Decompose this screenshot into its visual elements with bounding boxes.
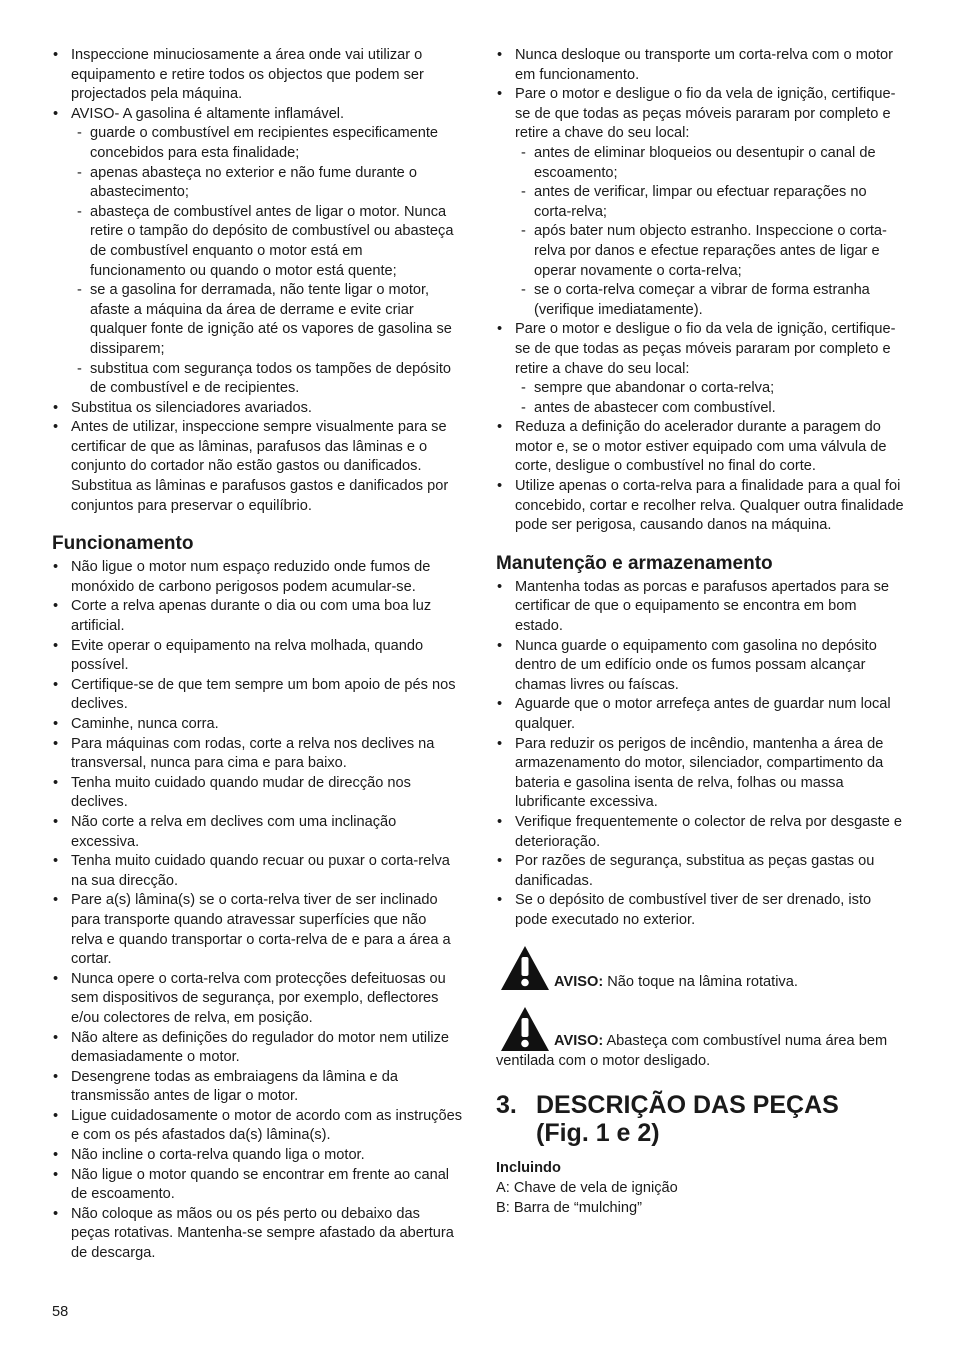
bullet-text: Pare a(s) lâmina(s) se o corta-relva tiver de ser inclinado para transporte quando atravessar superfícies que não relva e quando transportar o corta-relva de e para a área a cortar. (71, 892, 451, 968)
bullet-text: Nunca opere o corta-relva com protecções defeituosas ou sem dispositivos de segurança, por exemplo, deflectores e/ou colectores de relva, em posição. (71, 970, 446, 1026)
bullet-item (52, 774, 462, 813)
bullet-item (52, 715, 462, 735)
bullet-item (52, 105, 462, 399)
bullet-text: Substitua os silenciadores avariados. (71, 399, 312, 416)
warning-block-fuel (496, 1006, 904, 1071)
sub-item: - substitua com segurança todos os tampões de depósito de combustível e de recipientes. (52, 360, 462, 399)
bullet-item (496, 320, 904, 418)
bullet-text: Evite operar o equipamento na relva molhada, quando possível. (71, 637, 424, 674)
bullet-item (496, 85, 904, 320)
including-label: Incluindo (496, 1160, 561, 1177)
bullet-item (496, 695, 904, 734)
bullet-text: Não ligue o motor num espaço reduzido onde fumos de monóxido de carbono perigosos podem acumular-se. (71, 559, 431, 595)
bullet-item (52, 418, 462, 516)
bullet-text: AVISO- A gasolina é altamente inflamável. (71, 105, 345, 122)
bullet-text: Inspeccione minuciosamente a área onde vai utilizar o equipamento e retire todos os objectos que podem ser projectados pela máquina. (71, 47, 424, 103)
bullet-text: Utilize apenas o corta-relva para a finalidade para a qual foi concebido, cortar e recolher relva. Qualquer outra finalidade pode ser perigosa, causando danos na máquina. (515, 478, 904, 534)
section-heading-funcionamento: Funcionamento (52, 533, 194, 555)
bullet-text: Pare o motor e desligue o fio da vela de ignição, certifique-se de que todas as peças móveis pararam por completo e retire a chave do seu local: (515, 321, 896, 377)
bullet-item (52, 676, 462, 715)
bullet-item (52, 637, 462, 676)
bullet-item (52, 1029, 462, 1068)
sub-item: - sempre que abandonar o corta-relva; (496, 379, 904, 399)
warning-triangle-icon (500, 1006, 550, 1052)
bullet-text: Não altere as definições do regulador do motor nem utilize demasiadamente o motor. (71, 1029, 450, 1066)
warning-text-fuel (496, 1006, 904, 1071)
bullet-text: Tenha muito cuidado quando mudar de direcção nos declives. (71, 774, 411, 811)
bullet-item (52, 1068, 462, 1107)
bullet-text: Certifique-se de que tem sempre um bom apoio de pés nos declives. (71, 676, 456, 713)
section-heading-manutencao: Manutenção e armazenamento (496, 552, 773, 574)
bullet-item (52, 1205, 462, 1264)
sub-item: - antes de verificar, limpar ou efectuar reparações no corta-relva; (496, 183, 904, 222)
bullet-text: Não coloque as mãos ou os pés perto ou debaixo das peças rotativas. Mantenha-se sempre afastado da abertura de descarga. (71, 1205, 454, 1262)
bullet-text: Verifique frequentemente o colector de relva por desgaste e deterioração. (515, 813, 902, 850)
sub-item: - se a gasolina for derramada, não tente ligar o motor, afaste a máquina da área de derrame e evite criar qualquer fonte de ignição até os vapores de gasolina se dissiparem; (52, 281, 462, 359)
warning-text-blade (496, 945, 904, 993)
bullet-text: Ligue cuidadosamente o motor de acordo com as instruções e com os pés afastados da(s) lâmina(s). (71, 1107, 463, 1144)
warning-message: Abasteça com combustível numa área bem ventilada com o motor desligado. (496, 1033, 888, 1069)
right-column (496, 46, 904, 1218)
bullet-item (496, 891, 904, 930)
page-number: 58 (52, 1304, 69, 1320)
bullet-item (496, 813, 904, 852)
bullet-text: Não incline o corta-relva quando liga o motor. (71, 1147, 365, 1164)
bullet-item (52, 891, 462, 969)
bullet-text: Nunca desloque ou transporte um corta-relva com o motor em funcionamento. (515, 47, 893, 83)
bullet-text: Reduza a definição do acelerador durante a paragem do motor e, se o motor estiver equipado com uma válvula de corte, desligue o combustível no final do corte. (515, 419, 887, 475)
bullet-item (496, 637, 904, 696)
bullet-item (52, 558, 462, 597)
bullet-item (52, 1146, 462, 1166)
bullet-item (496, 852, 904, 891)
warning-message: Não toque na lâmina rotativa. (603, 973, 798, 990)
sub-item: - antes de abastecer com combustível. (496, 399, 904, 419)
sub-list (496, 379, 904, 418)
sub-item: - guarde o combustível em recipientes especificamente concebidos para esta finalidade; (52, 124, 462, 163)
bullet-item (496, 418, 904, 477)
sub-item: - após bater num objecto estranho. Inspeccione o corta-relva por danos e efectue reparações antes de ligar e operar novamente o corta-relva; (496, 222, 904, 281)
bullet-text: Por razões de segurança, substitua as peças gastas ou danificadas. (515, 853, 875, 889)
manutencao-list (496, 578, 904, 931)
bullet-text: Não corte a relva em declives com uma inclinação excessiva. (71, 813, 397, 850)
bullet-item (52, 1166, 462, 1205)
bullet-text: Corte a relva apenas durante o dia ou com uma boa luz artificial. (71, 598, 432, 635)
bullet-item (52, 970, 462, 1029)
bullet-text: Nunca guarde o equipamento com gasolina no depósito dentro de um edifício onde os fumos possam alcançar chamas livres ou faíscas. (515, 637, 877, 693)
bullet-item (496, 735, 904, 813)
chapter-title: DESCRIÇÃO DAS PEÇAS (Fig. 1 e 2) (536, 1091, 839, 1148)
bullet-item (52, 813, 462, 852)
bullet-item (496, 46, 904, 85)
bullet-item (52, 735, 462, 774)
bullet-text: Pare o motor e desligue o fio da vela de ignição, certifique-se de que todas as peças móveis pararam por completo e retire a chave do seu local: (515, 86, 896, 142)
sub-item: - apenas abasteça no exterior e não fume durante o abastecimento; (52, 164, 462, 203)
bullet-item (52, 399, 462, 419)
bullet-text: Para máquinas com rodas, corte a relva nos declives na transversal, nunca para cima e para baixo. (71, 735, 435, 772)
warning-label: AVISO: (554, 1033, 604, 1050)
including-item: B: Barra de “mulching” (496, 1199, 642, 1216)
sub-list (496, 144, 904, 320)
bullet-item (496, 578, 904, 637)
funcionamento-cont-list (496, 46, 904, 536)
bullet-text: Para reduzir os perigos de incêndio, mantenha a área de armazenamento do motor, silenciador, compartimento da bateria e gasolina isenta de relva, folhas ou massa lubrificante excessiva. (515, 735, 884, 811)
including-block (496, 1159, 904, 1218)
bullet-text: Caminhe, nunca corra. (71, 716, 219, 732)
sub-list (52, 124, 462, 398)
left-column (52, 46, 462, 1264)
bullet-item (52, 1107, 462, 1146)
chapter-number: 3. (496, 1091, 517, 1120)
bullet-item (52, 46, 462, 105)
warning-label: AVISO: (554, 973, 604, 990)
warning-triangle-icon (500, 945, 550, 991)
bullet-item (496, 477, 904, 536)
bullet-item (52, 597, 462, 636)
sub-item: - antes de eliminar bloqueios ou desentupir o canal de escoamento; (496, 144, 904, 183)
intro-list (52, 46, 462, 516)
funcionamento-list (52, 558, 462, 1263)
sub-item: - se o corta-relva começar a vibrar de forma estranha (verifique imediatamente). (496, 281, 904, 320)
bullet-text: Antes de utilizar, inspeccione sempre visualmente para se certificar de que as lâminas, parafusos das lâminas e o conjunto do cortador não estão gastos ou danificados. Substitua as lâminas e parafusos gastos e danificados por conjuntos para preservar o equilíbrio. (71, 419, 449, 514)
bullet-text: Aguarde que o motor arrefeça antes de guardar num local qualquer. (515, 696, 891, 732)
bullet-text: Não ligue o motor quando se encontrar em frente ao canal de escoamento. (71, 1166, 450, 1203)
chapter-heading (496, 1091, 904, 1147)
bullet-text: Tenha muito cuidado quando recuar ou puxar o corta-relva na sua direcção. (71, 853, 450, 889)
warning-block-blade (496, 945, 904, 993)
sub-item: - abasteça de combustível antes de ligar o motor. Nunca retire o tampão do depósito de combustível ou abasteça de combustível enquanto o motor está em funcionamento ou quando o motor está quente; (52, 203, 462, 281)
bullet-text: Se o depósito de combustível tiver de ser drenado, isto pode executado no exterior. (515, 892, 872, 928)
bullet-text: Desengrene todas as embraiagens da lâmina e da transmissão antes de ligar o motor. (71, 1068, 398, 1105)
bullet-text: Mantenha todas as porcas e parafusos apertados para se certificar de que o equipamento se encontra em bom estado. (515, 578, 890, 635)
bullet-item (52, 852, 462, 891)
including-item: A: Chave de vela de ignição (496, 1179, 678, 1196)
